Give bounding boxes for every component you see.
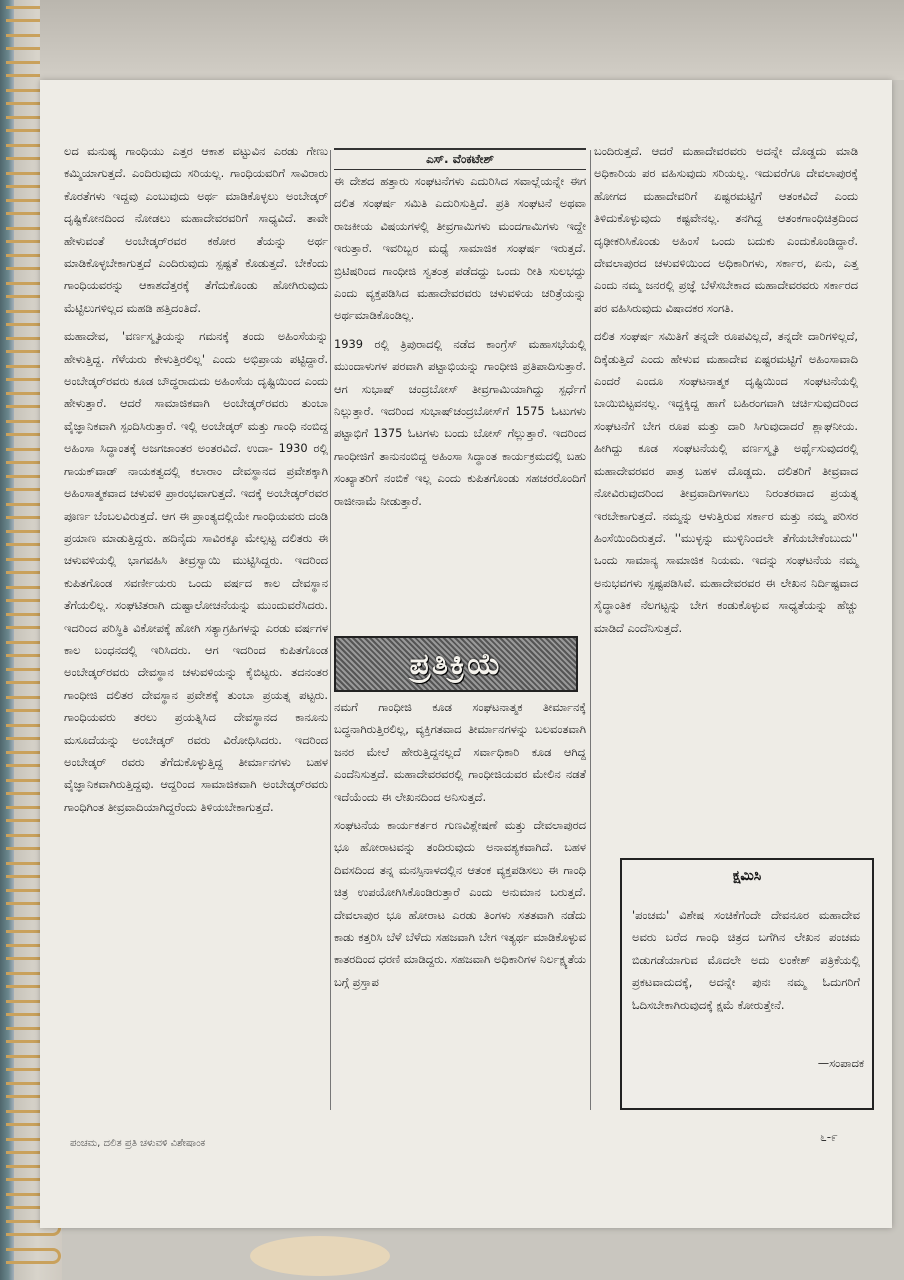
note-title: ಕ್ಷಮಿಸಿ: [732, 868, 762, 884]
column-divider: [330, 150, 331, 1110]
note-text: 'ಪಂಚಮ' ವಿಶೇಷ ಸಂಚಿಕೆಗೆಂದೇ ದೇವನೂರ ಮಹಾದೇವ ಅವರು ಬರೆದ ಗಾಂಧಿ ಚಿತ್ರದ ಬಗೆಗಿನ ಲೇಖನ ಪಂಚಮ ಬಿಡುಗಡೆಯಾಗುವ ಮೊದಲೇ ಅದು ಲಂಕೇಶ್ ಪತ್ರಿಕೆಯಲ್ಲಿ ಪ್ರಕಟವಾದುದಕ್ಕೆ, ಅದನ್ನೇ ಪುನಃ ನಮ್ಮ ಓದುಗರಿಗೆ ಓದಿಸಬೇಕಾಗಿರುವುದಕ್ಕೆ ಕ್ಷಮೆ ಕೋರುತ್ತೇನೆ.: [632, 908, 860, 1012]
column-divider: [590, 150, 591, 1110]
previous-page-edge: [40, 0, 904, 80]
section-banner: [334, 636, 578, 692]
paper-stain: [250, 1236, 390, 1276]
paragraph: ಲದ ಮನುಷ್ಯ ಗಾಂಧಿಯು ಎತ್ತರ ಆಕಾಶ ವಟ್ಟುವಿನ ಎರಡು ಗೇಣು ಕಮ್ಮಿಯಾಗುತ್ತದೆ. ಎಂದಿರುವುದು ಸರಿಯಲ್ಲ. ಗಾಂಧಿಯವರಿಗೆ ಸಾವಿರಾರು ಕೊರತೆಗಳು ಇದ್ದವು ಎಂಬುವುದು ಅರ್ಥ ಮಾಡಿಕೊಳ್ಳಲು ಅಂಬೇಡ್ಕರ್ ದೃಷ್ಟಿಕೋನದಿಂದ ನೋಡಲು ಮಹಾದೇವರವರಿಗೆ ಸಾಧ್ಯವಿದೆ. ತಾವೇ ಹೇಳುವಂತೆ ಅಂಬೇಡ್ಕರ್‌ರವರ ಕಠೋರ ತೆಯನ್ನು ಅರ್ಥ ಮಾಡಿಕೊಳ್ಳಬೇಕಾಗುತ್ತದೆ ಎಂದಿರುವುದು ಸ್ಪಷ್ಟತೆ ಕೊಡುತ್ತದೆ. ಬೇಕೆಂದು ಗಾಂಧಿಯವರನ್ನು ಆಕಾಶದೆತ್ತರಕ್ಕೆ ತೆಗೆದುಕೊಂಡು ಹೋಗಿರುವುದು ಮೆಟ್ಟಿಲುಗಳಿಲ್ಲದ ಮಹಡಿ ಹತ್ತಿದಂತಿದೆ.: [64, 144, 328, 315]
editor-note-box: [620, 858, 874, 1110]
article-column-2: [334, 170, 586, 512]
paragraph: ಮಹಾದೇವ, 'ವರ್ಣಸ್ಮೃತಿಯನ್ನು ಗಮನಕ್ಕೆ ತಂದು ಅಹಿಂಸೆಯನ್ನು ಹೇಳುತ್ತಿದ್ದ. ಗೆಳೆಯರು ಕೇಳುತ್ತಿರಲಿಲ್ಲ' ಎಂದು ಅಭಿಪ್ರಾಯ ಪಟ್ಟಿದ್ದಾರೆ. ಅಂಬೇಡ್ಕರ್‌ರವರು ಕೂಡ ಬೌದ್ಧರಾದುದು ಅಹಿಂಸೆಯ ದೃಷ್ಟಿಯಿಂದ ಎಂದು ಹೇಳುತ್ತಾರೆ. ಆದರೆ ಸಾಮಾಜಿಕವಾಗಿ ಅಂಬೇಡ್ಕರ್‌ರವರು ತುಂಬಾ ವೈಜ್ಞಾನಿಕವಾಗಿ ಸ್ಪಂದಿಸಿರುತ್ತಾರೆ. ಇಲ್ಲಿ ಅಂಬೇಡ್ಕರ್ ಮತ್ತು ಗಾಂಧಿ ನಂಬಿದ್ದ ಅಹಿಂಸಾ ಸಿದ್ಧಾಂತಕ್ಕೆ ಅಜಗಜಾಂತರ ಅಂತರವಿದೆ. ಉದಾ- 1930 ರಲ್ಲಿ ಗಾಯಕ್‌ವಾಡ್ ನಾಯಕತ್ವದಲ್ಲಿ ಕಲಾರಾಂ ದೇವಸ್ಥಾನದ ಪ್ರವೇಶಕ್ಕಾಗಿ ಅಹಿಂಸಾತ್ಮಕವಾದ ಚಳುವಳಿ ಪ್ರಾರಂಭವಾಗುತ್ತದೆ. ಇದಕ್ಕೆ ಅಂಬೇಡ್ಕರ್‌ರವರ ಪೂರ್ಣ ಬೆಂಬಲವಿರುತ್ತದೆ. ಆಗ ಈ ಪ್ರಾಂತ್ಯದಲ್ಲಿಯೇ ಗಾಂಧಿಯವರು ದಂಡಿ ಪ್ರಯಾಣ ಮಾಡುತ್ತಿದ್ದರು. ಹದಿನೈದು ಸಾವಿರಕ್ಕೂ ಮೇಲ್ಪಟ್ಟ ದಲಿತರು ಈ ಚಳುವಳಿಯಲ್ಲಿ ಭಾಗವಹಿಸಿ ತೀವ್ರಸ್ವಾಯಿ ಮುಟ್ಟಿಸಿದ್ದರು. ಇದರಿಂದ ಕುಪಿತಗೊಂಡ ಸವರ್ಣೀಯರು ಒಂದು ವರ್ಷದ ಕಾಲ ದೇವಸ್ಥಾನ ತೆಗೆಯಲಿಲ್ಲ. ಸಂಘಟಿತರಾಗಿ ದುಷ್ಟಾಲೋಚನೆಯನ್ನು ಮುಂದುವರೆಸಿದರು. ಇದರಿಂದ ಪರಿಸ್ಥಿತಿ ವಿಕೋಪಕ್ಕೆ ಹೋಗಿ ಸತ್ಯಾಗ್ರಹಿಗಳನ್ನು ಎರಡು ವರ್ಷಗಳ ಕಾಲ ಬಂಧನದಲ್ಲಿ ಇರಿಸಿದರು. ಆಗ ಇದರಿಂದ ಕುಪಿತಗೊಂಡ ಅಂಬೇಡ್ಕರ್‌ರವರು ದೇವಸ್ಥಾನ ಚಳುವಳಿಯನ್ನು ಕೈಬಿಟ್ಟರು. ತದನಂತರ ಗಾಂಧೀಜಿ ದಲಿತರ ದೇವಸ್ಥಾನ ಪ್ರವೇಶಕ್ಕೆ ತುಂಬಾ ಪ್ರಯತ್ನ ಪಟ್ಟರು. ಗಾಂಧಿಯವರು ತರಲು ಪ್ರಯತ್ನಿಸಿದ ದೇವಸ್ಥಾನದ ಕಾನೂನು ಮಸೂದೆಯನ್ನು ಅಂಬೇಡ್ಕರ್ ರವರು ವಿರೋಧಿಸಿದರು. ಇದರಿಂದ ಅಂಬೇಡ್ಕರ್ ರವರು ತೆಗೆದುಕೊಳ್ಳುತ್ತಿದ್ದ ತೀರ್ಮಾನಗಳು ಬಹಳ ವೈಜ್ಞಾನಿಕವಾಗಿರುತ್ತಿದ್ದವು. ಆದ್ದರಿಂದ ಸಾಮಾಜಿಕವಾಗಿ ಅಂಬೇಡ್ಕರ್‌ರವರು ಗಾಂಧಿಗಿಂತ ತೀವ್ರವಾದಿಯಾಗಿದ್ದರೆಂದು ತಿಳಿಯಬೇಕಾಗುತ್ತದೆ.: [64, 329, 328, 814]
paragraph: ನಮಗೆ ಗಾಂಧೀಜಿ ಕೂಡ ಸಂಘಟನಾತ್ಮಕ ತೀರ್ಮಾನಕ್ಕೆ ಬದ್ಧನಾಗಿರುತ್ತಿರಲಿಲ್ಲ, ವ್ಯಕ್ತಿಗತವಾದ ತೀರ್ಮಾನಗಳನ್ನು ಬಲವಂತವಾಗಿ ಜನರ ಮೇಲೆ ಹೇರುತ್ತಿದ್ದನಲ್ಲದೆ ಸರ್ವಾಧಿಕಾರಿ ಕೂಡ ಆಗಿದ್ದ ಎಂದೆನಿಸುತ್ತದೆ. ಮಹಾದೇವರವರಲ್ಲಿ ಗಾಂಧೀಜಿಯವರ ಮೇಲಿನ ನಡತೆ ಇದೆಯೆಂದು ಈ ಲೇಖನದಿಂದ ಅನಿಸುತ್ತದೆ.: [334, 700, 586, 804]
banner-title: ಪ್ರತಿಕ್ರಿಯೆ: [409, 646, 503, 682]
footer-publication: ಪಂಚಮ, ದಲಿತ ಪ್ರತಿ ಚಳುವಳಿ ವಿಶೇಷಾಂಕ: [70, 1138, 206, 1149]
page-number: ೬-೯: [820, 1130, 838, 1144]
paragraph: ಸಂಘಟನೆಯ ಕಾರ್ಯಕರ್ತರ ಗುಣವಿಶ್ಲೇಷಣೆ ಮತ್ತು ದೇವಲಾಪುರದ ಭೂ ಹೋರಾಟವನ್ನು ತಂದಿರುವುದು ಅನಾವಶ್ಯಕವಾಗಿದೆ. ಬಹಳ ದಿವಸದಿಂದ ತನ್ನ ಮನಸ್ಸಿನಾಳದಲ್ಲಿನ ಆತಂಕ ವ್ಯಕ್ತಪಡಿಸಲು ಈ ಗಾಂಧಿ ಚಿತ್ರ ಉಪಯೋಗಿಸಿಕೊಂಡಿರುತ್ತಾರೆ ಎಂದು ಅನುಮಾನ ಬರುತ್ತದೆ. ದೇವಲಾಪುರ ಭೂ ಹೋರಾಟ ಎರಡು ತಿಂಗಳು ಸತತವಾಗಿ ನಡೆದು ಕಾಡು ಕತ್ತರಿಸಿ ಬೆಳೆ ಬೆಳೆದು ಸಹಜವಾಗಿ ಬೇಗ ಇತ್ಯರ್ಥ ಮಾಡಿಕೊಳ್ಳುವ ಕಾತರದಿಂದ ಧರಣಿ ಮಾಡಿದ್ದರು. ಸಹಜವಾಗಿ ಅಧಿಕಾರಿಗಳ ನಿರ್ಲಕ್ಷ್ಯತೆಯ ಬಗ್ಗೆ ಪ್ರಸ್ತಾಪ: [334, 818, 586, 989]
article-column-1: [64, 140, 328, 818]
paragraph: ಬಂದಿರುತ್ತದೆ. ಆದರೆ ಮಹಾದೇವರವರು ಅದನ್ನೇ ದೊಡ್ಡದು ಮಾಡಿ ಅಧಿಕಾರಿಯ ಪರ ವಹಿಸುವುದು ಸರಿಯಲ್ಲ. ಇದುವರೆಗೂ ದೇವಲಾಪುರಕ್ಕೆ ಹೋಗದ ಮಹಾದೇವರಿಗೆ ಏಷ್ಟರಮಟ್ಟಿಗೆ ಆತಂಕವಿದೆ ಎಂದು ತಿಳಿದುಕೊಳ್ಳುವುದು ಕಷ್ಟವೇನಲ್ಲ. ತನಗಿದ್ದ ಆತಂಕಗಾಂಧಿಚಿತ್ರದಿಂದ ದೃಢೀಕರಿಸಿಕೊಂಡು ಅಹಿಂಸೆ ಒಂದು ಬದುಕು ಎಂದುಕೊಂಡಿದ್ದಾರೆ. ದೇವಲಾಪುರದ ಚಳುವಳಿಯಿಂದ ಅಧಿಕಾರಿಗಳು, ಸರ್ಕಾರ, ಏನು, ಎತ್ತ ಎಂದು ನಮ್ಮ ಜನರಲ್ಲಿ ಪ್ರಜ್ಞೆ ಬೆಳೆಸಬೇಕಾದ ಮಹಾದೇವರವರು ಸರ್ಕಾರದ ಪರ ವಹಿಸಿರುವುದು ವಿಷಾದಕರ ಸಂಗತಿ.: [594, 144, 858, 315]
article-column-2-continued: [334, 696, 586, 993]
paragraph: ದಲಿತ ಸಂಘರ್ಷ ಸಮಿತಿಗೆ ತನ್ನದೇ ರೂಪವಿಲ್ಲದೆ, ತನ್ನದೇ ದಾರಿಗಳಿಲ್ಲದೆ, ದಿಕ್ಕೆಡುತ್ತಿದೆ ಎಂದು ಹೇಳುವ ಮಹಾದೇವ ಏಷ್ಟರಮಟ್ಟಿಗೆ ಅಹಿಂಸಾವಾದಿ ಎಂದರೆ ಎಂದೂ ಸಂಘಟನಾತ್ಮಕ ದೃಷ್ಟಿಯಿಂದ ಸಂಘಟನೆಯಲ್ಲಿ ಬಾಯಿಬಿಟ್ಟವನಲ್ಲ. ಇದ್ದಕ್ಕಿದ್ದ ಹಾಗೆ ಬಹಿರಂಗವಾಗಿ ಚರ್ಚಿಸುವುದರಿಂದ ಸಂಘಟನೆಗೆ ಬೇಗ ರೂಪ ಮತ್ತು ದಾರಿ ಸಿಗುವುದಾದರೆ ಶ್ಲಾಘನೀಯ. ಹೀಗಿದ್ದು ಕೂಡ ಸಂಘಟನೆಯಲ್ಲಿ ವರ್ಣಸ್ಮೃತಿ ಅರ್ಥೈಸುವುದರಲ್ಲಿ ಮಹಾದೇವರವರ ಪಾತ್ರ ಬಹಳ ದೊಡ್ಡದು. ದಲಿತರಿಗೆ ತೀವ್ರವಾದ ನೋವಿರುವುದರಿಂದ ತೀವ್ರವಾದಿಗಳಾಗಲು ನಿರಂತರವಾದ ಪ್ರಯತ್ನ ಇರಬೇಕಾಗುತ್ತದೆ. ನಮ್ಮನ್ನು ಆಳುತ್ತಿರುವ ಸರ್ಕಾರ ಮತ್ತು ನಮ್ಮ ಪರಿಸರ ಹಿಂಸೆಯಿಂದಿರುತ್ತದೆ. ''ಮುಳ್ಳನ್ನು ಮುಳ್ಳಿನಿಂದಲೇ ತೆಗೆಯಬೇಕೆಂಬುದು'' ಒಂದು ಸಾಮಾನ್ಯ ಸಾಮಾಜಿಕ ನಿಯಮ. ಇದನ್ನು ಸಂಘಟನೆಯ ನಮ್ಮ ಅನುಭವಗಳು ಸ್ಪಷ್ಟಪಡಿಸಿವೆ. ಮಹಾದೇವರವರ ಈ ಲೇಖನ ನಿರ್ದಿಷ್ಟವಾದ ಸೈದ್ಧಾಂತಿಕ ನೆಲಗಟ್ಟನ್ನು ಬೇಗ ಕಂಡುಕೊಳ್ಳುವ ಸಾಧ್ಯತೆಯನ್ನು ಹೆಚ್ಚು ಮಾಡಿದೆ ಎಂದೆನಿಸುತ್ತದೆ.: [594, 329, 858, 635]
paragraph: ಈ ದೇಶದ ಹತ್ತಾರು ಸಂಘಟನೆಗಳು ಎದುರಿಸಿದ ಸವಾಲ್ಲೆಯನ್ನೇ ಈಗ ದಲಿತ ಸಂಘರ್ಷ ಸಮಿತಿ ಎದುರಿಸುತ್ತಿದೆ. ಪ್ರತಿ ಸಂಘಟನೆ ಅಥವಾ ರಾಜಕೀಯ ವಿಷಯಗಳಲ್ಲಿ ತೀವ್ರಗಾಮಿಗಳು ಮಂದಗಾಮಿಗಳು ಇದ್ದೇ ಇರುತ್ತಾರೆ. ಇವರಿಬ್ಬರ ಮಧ್ಯೆ ಸಾಮಾಜಿಕ ಸಂಘರ್ಷ ಇರುತ್ತದೆ. ಬ್ರಿಟಿಷರಿಂದ ಗಾಂಧೀಜಿ ಸ್ವತಂತ್ರ ಪಡೆದದ್ದು ಒಂದು ರೀತಿ ಸುಲಭದ್ದು ಎಂದು ವ್ಯಕ್ತಪಡಿಸಿದ ಮಹಾದೇವರವರು ಚಳುವಳಿಯ ಚರಿತ್ರೆಯನ್ನು ಅರ್ಥಮಾಡಿಕೊಂಡಿಲ್ಲ.: [334, 174, 586, 323]
author-byline: ಎಸ್. ವೆಂಕಟೇಶ್: [334, 148, 586, 170]
note-signature: —ಸಂಪಾದಕ: [817, 1056, 864, 1070]
article-column-3: [594, 140, 858, 639]
binder-ring: [6, 1248, 61, 1264]
paragraph: 1939 ರಲ್ಲಿ ತ್ರಿಪುರಾದಲ್ಲಿ ನಡೆದ ಕಾಂಗ್ರೆಸ್ ಮಹಾಸಭೆಯಲ್ಲಿ ಮುಂದಾಳುಗಳ ಪರವಾಗಿ ಪಟ್ಟಾಭಿಯನ್ನು ಗಾಂಧೀಜಿ ಪ್ರತಿಪಾದಿಸುತ್ತಾರೆ. ಆಗ ಸುಭಾಷ್ ಚಂದ್ರಬೋಸ್ ತೀವ್ರಗಾಮಿಯಾಗಿದ್ದು ಸ್ಪರ್ಧೆಗೆ ನಿಲ್ಲುತ್ತಾರೆ. ಇದರಿಂದ ಸುಭಾಷ್‌ಚಂದ್ರಬೋಸ್‌ಗೆ 1575 ಓಟುಗಳು ಪಟ್ಟಾಭಿಗೆ 1375 ಓಟಗಳು ಬಂದು ಬೋಸ್ ಗೆಲ್ಲುತ್ತಾರೆ. ಇದರಿಂದ ಗಾಂಧೀಜಿಗೆ ತಾನುನಂಬಿದ್ದ ಅಹಿಂಸಾ ಸಿದ್ಧಾಂತ ಕಾರ್ಯಕ್ರಮದಲ್ಲಿ ಬಹು ಸಂಖ್ಯಾತರಿಗೆ ನಂಬಿಕೆ ಇಲ್ಲ ಎಂದು ಕುಪಿತಗೊಂಡು ಸಹಚರರೊಂದಿಗೆ ರಾಜೀನಾಮೆ ನೀಡುತ್ತಾರೆ.: [334, 336, 586, 508]
